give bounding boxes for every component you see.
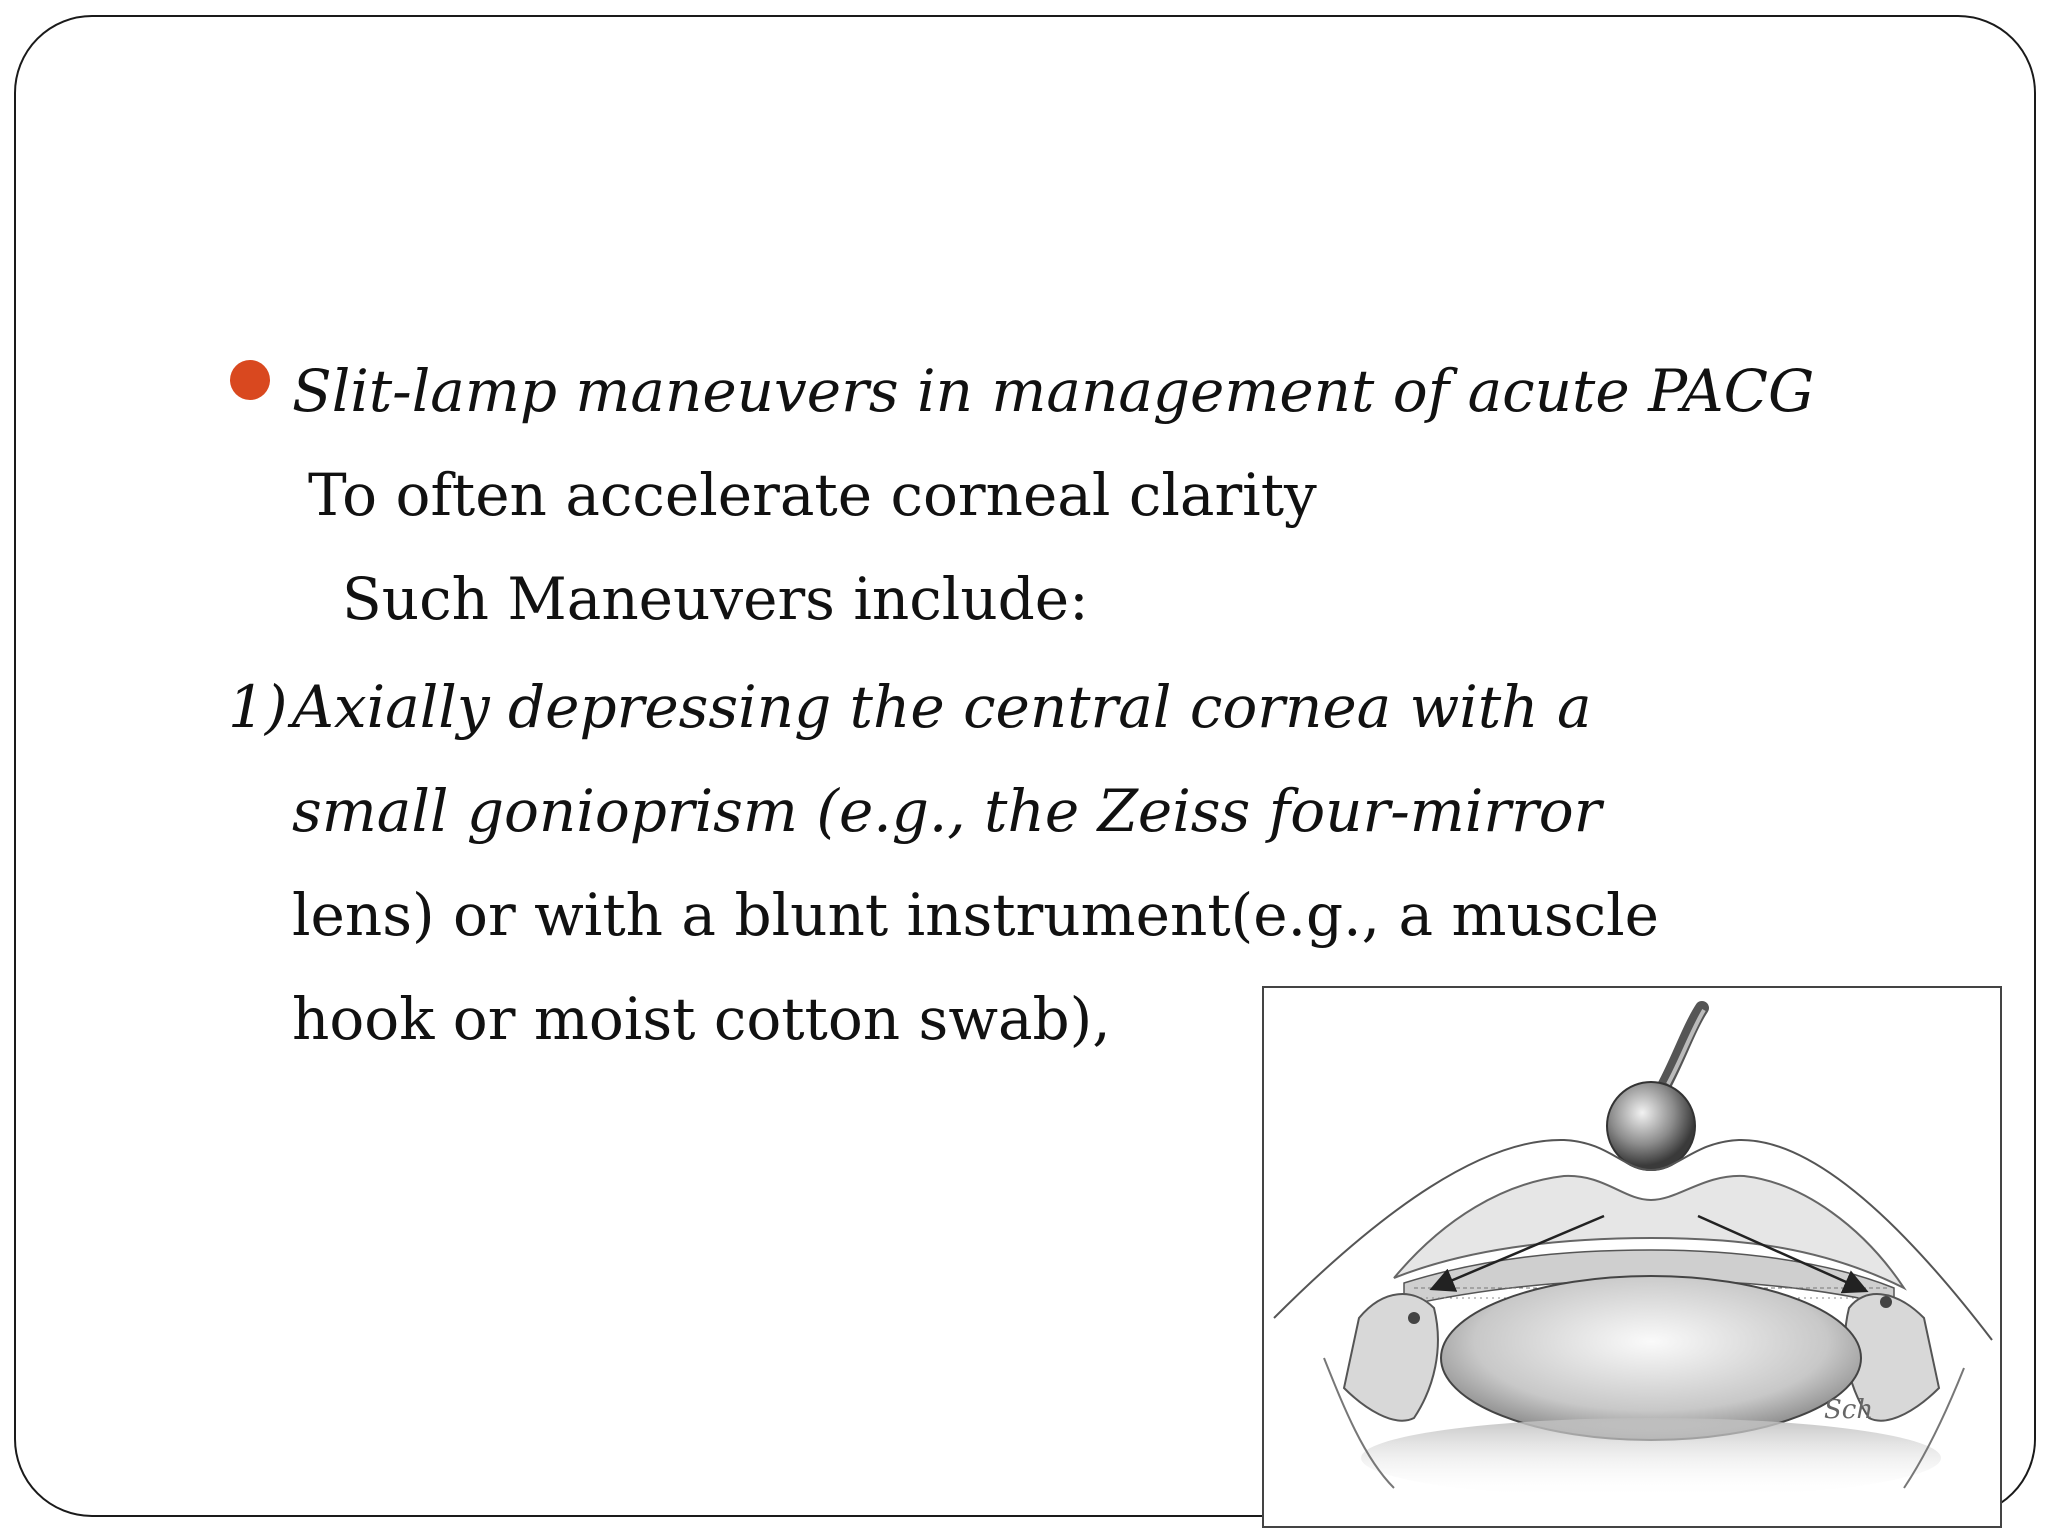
list-item-line: Axially depressing the central cornea with a xyxy=(292,673,1592,741)
bullet-heading: Slit-lamp maneuvers in management of acute PACG xyxy=(292,357,1815,425)
eye-cross-section-illustration xyxy=(1264,988,2000,1526)
list-item-line: hook or moist cotton swab), xyxy=(292,985,1111,1053)
list-item-line: small gonioprism (e.g., the Zeiss four-mirror xyxy=(292,777,1602,845)
text-line: Such Maneuvers include: xyxy=(342,565,1089,633)
text-line: To often accelerate corneal clarity xyxy=(308,461,1317,529)
list-number: 1) xyxy=(228,673,288,741)
artist-signature: Sch xyxy=(1824,1395,1874,1425)
bullet-icon xyxy=(230,360,270,400)
eye-illustration-figure xyxy=(1262,986,2002,1528)
list-item-line: lens) or with a blunt instrument(e.g., a muscle xyxy=(292,881,1659,949)
